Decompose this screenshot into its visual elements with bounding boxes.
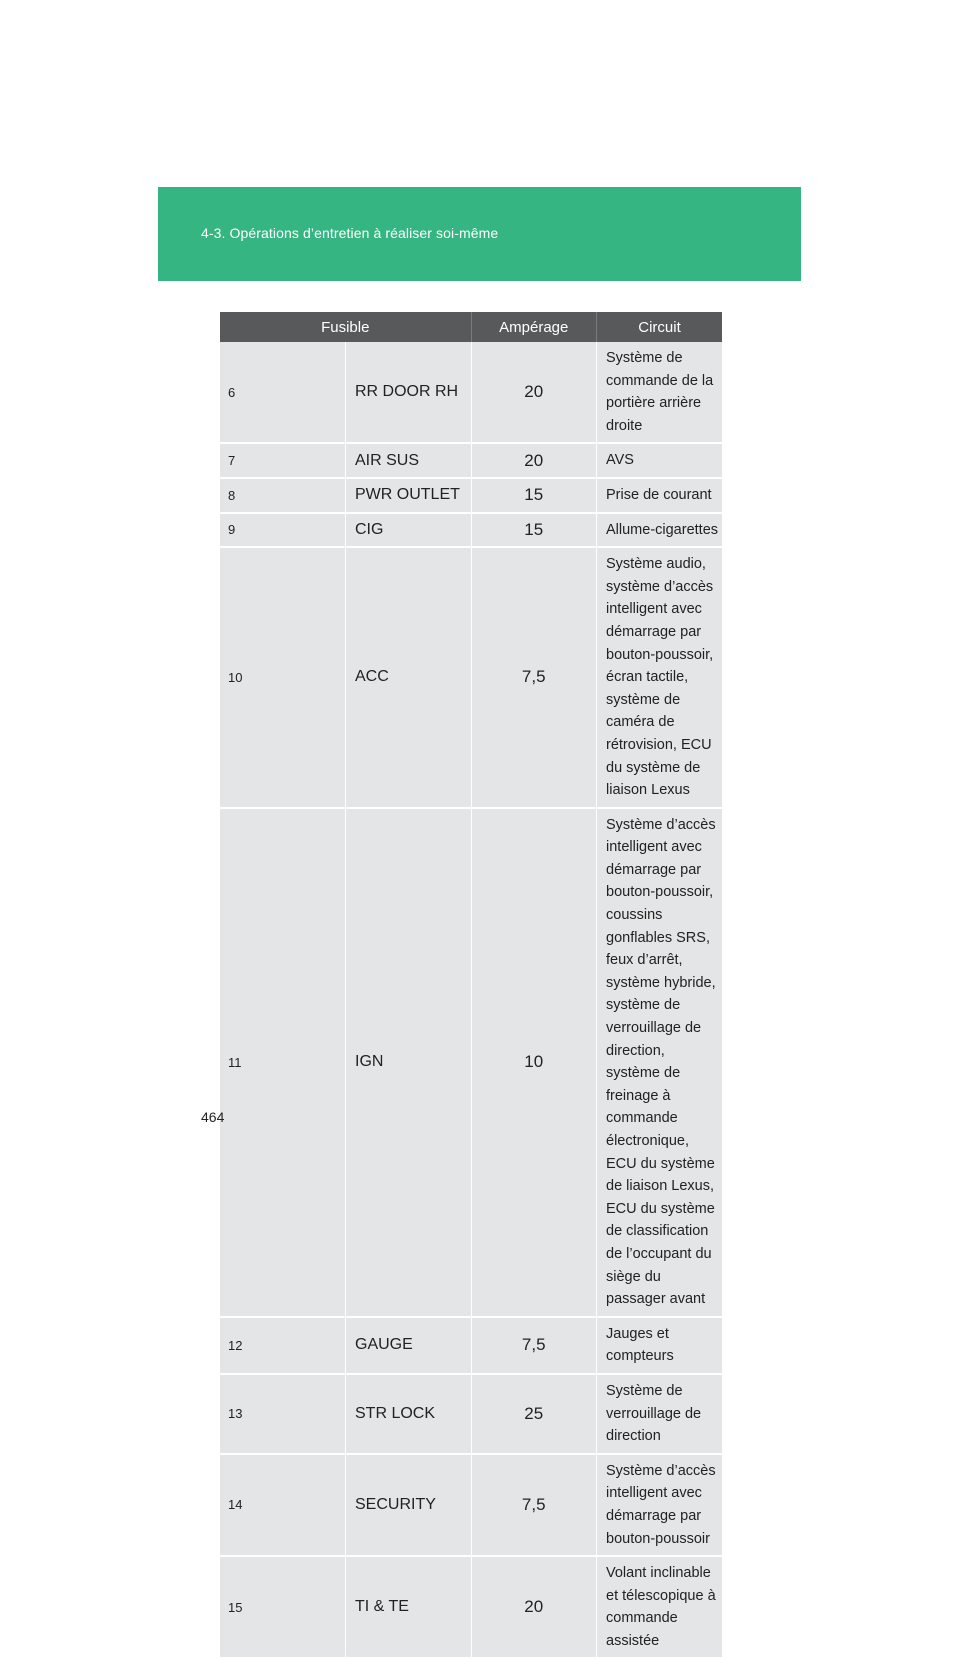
fuse-name-cell: STR LOCK (346, 1374, 472, 1454)
circuit-cell: Système de verrouillage de direction (597, 1374, 723, 1454)
table-row (220, 513, 722, 548)
circuit-cell: Système d’accès intelligent avec démarrage par bouton-poussoir, coussins gonflables SRS, feux d’arrêt, système hybride, système de verrouillage de direction, système de freinage à commande électronique, ECU du système de liaison Lexus, ECU du système de classification de l’occupant du siège du passager avant (597, 808, 723, 1317)
amperage-cell: 15 (471, 478, 597, 513)
circuit-cell: Système audio, système d’accès intelligent avec démarrage par bouton-poussoir, écran tactile, système de caméra de rétrovision, ECU du système de liaison Lexus (597, 547, 723, 808)
amperage-cell: 15 (471, 513, 597, 548)
amperage-cell: 7,5 (471, 1454, 597, 1556)
fuse-name-cell: AIR SUS (346, 443, 472, 478)
fuse-name-cell: RR DOOR RH (346, 342, 472, 443)
fuse-number-cell: 6 (220, 342, 346, 443)
table-row (220, 342, 722, 443)
table-row (220, 808, 722, 1317)
table-row (220, 1317, 722, 1374)
fuse-number-cell: 14 (220, 1454, 346, 1556)
table-row (220, 1374, 722, 1454)
column-header-circuit: Circuit (597, 312, 723, 342)
column-header-amperage: Ampérage (471, 312, 597, 342)
table-header-row (220, 312, 722, 342)
fuse-number-cell: 7 (220, 443, 346, 478)
fuse-number-cell: 13 (220, 1374, 346, 1454)
amperage-cell: 10 (471, 808, 597, 1317)
section-title: 4-3. Opérations d’entretien à réaliser soi-même (201, 225, 499, 241)
circuit-cell: AVS (597, 443, 723, 478)
fuse-number-cell: 11 (220, 808, 346, 1317)
circuit-cell: Volant inclinable et télescopique à commande assistée (597, 1556, 723, 1658)
amperage-cell: 7,5 (471, 1317, 597, 1374)
fuse-number-cell: 12 (220, 1317, 346, 1374)
fuse-name-cell: TI & TE (346, 1556, 472, 1658)
circuit-cell: Allume-cigarettes (597, 513, 723, 548)
section-header-band (158, 187, 801, 281)
table-row (220, 1454, 722, 1556)
table-row (220, 443, 722, 478)
amperage-cell: 7,5 (471, 547, 597, 808)
page-number: 464 (201, 1109, 225, 1125)
fuse-name-cell: SECURITY (346, 1454, 472, 1556)
fuse-number-cell: 8 (220, 478, 346, 513)
fuse-number-cell: 9 (220, 513, 346, 548)
fuse-number-cell: 10 (220, 547, 346, 808)
circuit-cell: Prise de courant (597, 478, 723, 513)
table-row (220, 478, 722, 513)
fuse-name-cell: ACC (346, 547, 472, 808)
amperage-cell: 20 (471, 1556, 597, 1658)
amperage-cell: 20 (471, 342, 597, 443)
circuit-cell: Jauges et compteurs (597, 1317, 723, 1374)
amperage-cell: 20 (471, 443, 597, 478)
table-row (220, 547, 722, 808)
circuit-cell: Système d’accès intelligent avec démarrage par bouton-poussoir (597, 1454, 723, 1556)
column-header-fuse: Fusible (220, 312, 471, 342)
fuse-table (220, 312, 722, 1659)
table-row (220, 1556, 722, 1658)
fuse-name-cell: PWR OUTLET (346, 478, 472, 513)
fuse-name-cell: IGN (346, 808, 472, 1317)
amperage-cell: 25 (471, 1374, 597, 1454)
fuse-number-cell: 15 (220, 1556, 346, 1658)
circuit-cell: Système de commande de la portière arrière droite (597, 342, 723, 443)
fuse-name-cell: CIG (346, 513, 472, 548)
fuse-name-cell: GAUGE (346, 1317, 472, 1374)
